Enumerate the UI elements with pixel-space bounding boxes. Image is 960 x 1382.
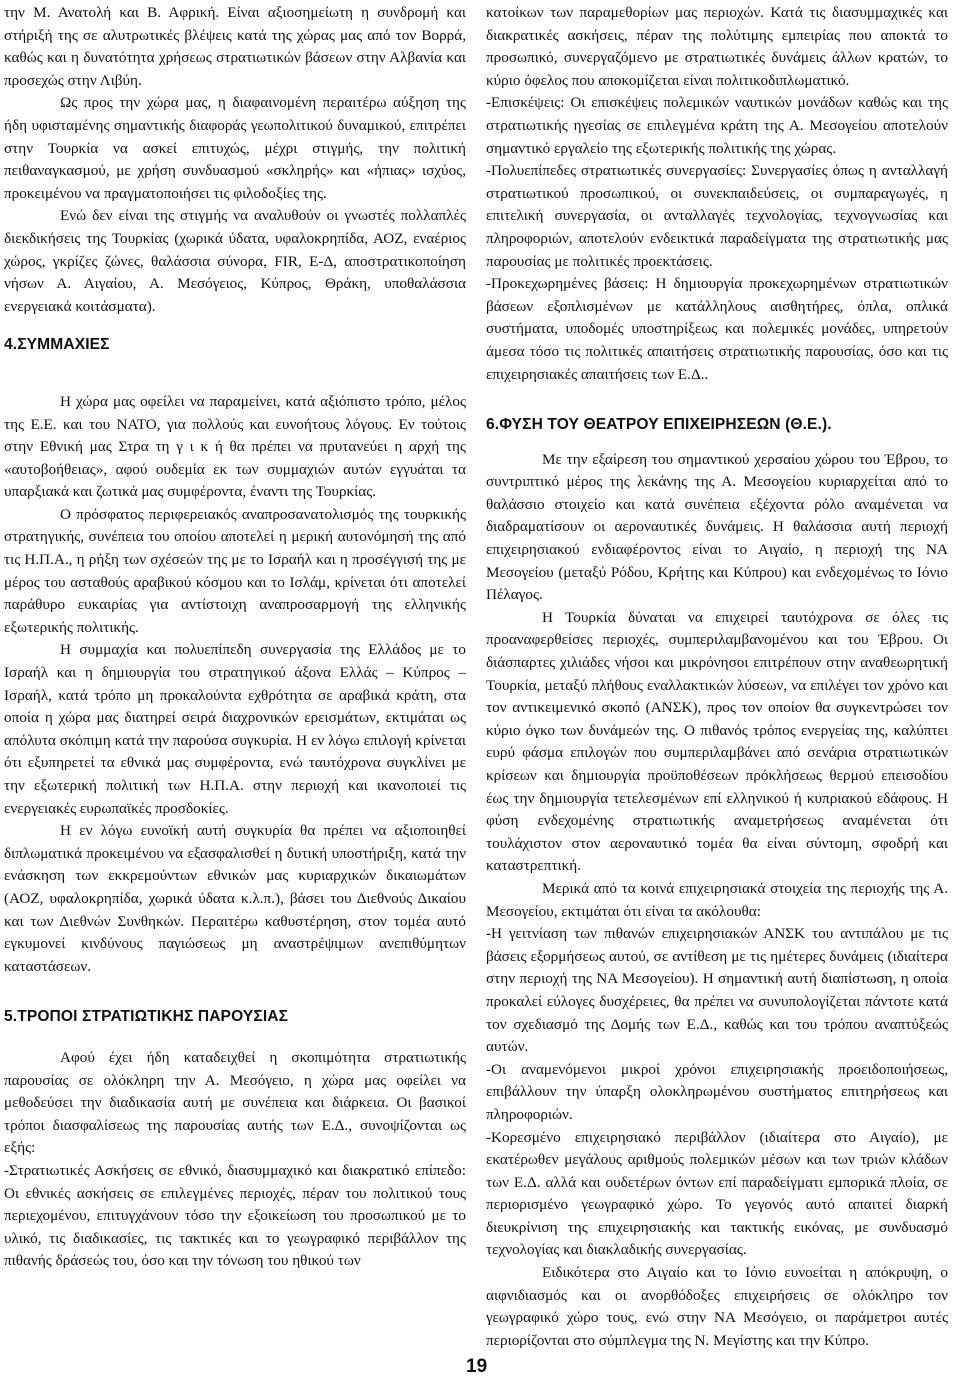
paragraph: Αφού έχει ήδη καταδειχθεί η σκοπιμότητα στρατιωτικής παρουσίας σε ολόκληρη την Α. Μεσόγειο, η χώρα μας οφείλει να μεθοδεύσει την διαδικασία αυτή με συνέπεια και διάρκεια. Οι βασικοί τρόποι διασφαλίσεως της παρουσίας αυτής των Ε.Δ., συνοψίζονται ως εξής:	[4, 1048, 466, 1157]
paragraph: Ειδικότερα στο Αιγαίο και το Ιόνιο ευνοείται η απόκρυψη, ο αιφνιδιασμός και οι ανορθόδοξες επιχειρήσεις σε ολόκληρο τον γεωγραφικό χώρο τους, ενώ στην ΝΑ Μεσόγειο, οι παράμετροι αυτές περιορίζονται στο σύμπλεγμα της Ν. Μεγίστης και την Κύπρο.	[486, 1264, 948, 1349]
left-column	[4, 2, 466, 1273]
paragraph: κατοίκων των παραμεθορίων μας περιοχών. Κατά τις διασυμμαχικές και διακρατικές ασκήσεις, πέραν της πολύτιμης εμπειρίας που αποκτά το προσωπικό, συνεργαζόμενο με στρατιωτικές δυνάμεις άλλων κρατών, το κύριο όφελος που αποκομίζεται είναι πολιτικοδιπλωματικό.	[486, 4, 948, 89]
paragraph: Η συμμαχία και πολυεπίπεδη συνεργασία της Ελλάδος με το Ισραήλ και η δημιουργία του στρατηγικού άξονα Ελλάς – Κύπρος – Ισραήλ, κατά τρόπο μη προκαλούντα εχθρότητα σε αραβικά κράτη, στα οποία η χώρα μας διατηρεί σειρά διαχρονικών ερεισμάτων, εκτιμάται ως απόλυτα σκόπιμη κατά την παρούσα συγκυρία. Η εν λόγω επιλογή κρίνεται ότι εξυπηρετεί τα εθνικά μας συμφέροντα, ενώ ταυτόχρονα συγκλίνει με την εξωτερική πολιτική των Η.Π.Α. στην περιοχή και ικανοποιεί τις ενεργειακές ευρωπαϊκές προσδοκίες.	[4, 641, 466, 817]
paragraph: Η Τουρκία δύναται να επιχειρεί ταυτόχρονα σε όλες τις προαναφερθείσες περιοχές, συμπεριλαμβανομένου και του Έβρου. Οι διάσπαρτες χιλιάδες νήσοι και μικρόνησοι επιτρέπουν στην αναθεωρητική Τουρκία, μεταξύ πλήθους εναλλακτικών λύσεων, να επιλέγει τον χρόνο και τον αντικειμενικό σκοπό (ΑΝΣΚ), προς τον οποίον θα συγκεντρώσει τον κύριο όγκο των δυνάμεών της. Ο πιθανός τρόπος ενεργείας της, καλύπτει ευρύ φάσμα επιλογών που συμπεριλαμβάνει από σενάρια στρατιωτικών κρίσεων και δημιουργία προϋποθέσεων πρόκλήσεως θερμού επεισοδίου έως την δημιουργία τετελεσμένων επί ελληνικού ή κυπριακού εδάφους. Η φύση ενδεχομένης στρατιωτικής αναμετρήσεως αναμένεται ότι τουλάχιστον στον αεροναυτικό τομέα θα είναι σύντομη, σφοδρή και καταστρεπτική.	[486, 608, 948, 875]
paragraph: -Κορεσμένο επιχειρησιακό περιβάλλον (ιδιαίτερα στο Αιγαίο), με εκατέρωθεν μεγάλους αριθμούς πολεμικών μέσων και των τριών κλάδων των Ε.Δ. αλλά και ουδετέρων όντων επί παραδείγματι εμπορικά πλοία, σε περιορισμένο γεωγραφικό χώρο. Το γεγονός αυτό απαιτεί διαρκή διευκρίνιση της επιχειρησιακής και τακτικής εικόνας, με συνδυασμό τεχνολογίας και διακλαδικής συνεργασίας.	[486, 1128, 948, 1259]
paragraph: Η εν λόγω ευνοϊκή αυτή συγκυρία θα πρέπει να αξιοποιηθεί διπλωματικά προκειμένου να εξασφαλισθεί η δυτική υποστήριξη, κατά την ενάσκηση των εκκρεμούντων εθνικών μας κυριαρχικών δικαιωμάτων (ΑΟΖ, υφαλοκρηπίδα, χωρικά ύδατα κ.λ.π.), βάσει του Διεθνούς Δικαίου και των Διεθνών Συνθηκών. Περαιτέρω καθυστέρηση, στον τομέα αυτό εγκυμονεί κινδύνους παγιώσεως μη αναστρέψιμων ανεπιθύμητων καταστάσεων.	[4, 822, 466, 975]
page-number: 19	[466, 1356, 488, 1377]
paragraph: Ενώ δεν είναι της στιγμής να αναλυθούν οι γνωστές πολλαπλές διεκδικήσεις της Τουρκίας (χωρικά ύδατα, υφαλοκρηπίδα, ΑΟΖ, εναέριος χώρος, γκρίζες ζώνες, θαλάσσια σύνορα, FIR, Ε-Δ, αποστρατικοποίηση νήσων Α. Αιγαίου, Α. Μεσόγειος, Κύπρος, Θράκη, υποθαλάσσια ενεργειακά κοιτάσματα).	[4, 207, 466, 315]
paragraph: -Στρατιωτικές Ασκήσεις σε εθνικό, διασυμμαχικό και διακρατικό επίπεδο: Οι εθνικές ασκήσεις σε επιλεγμένες περιοχές, πέραν του πολιτικού τους περιεχομένου, επιτυγχάνουν τόσο την εξοικείωση του προσωπικού με το υλικό, τις διαδικασίες, τις τακτικές και το γεωγραφικό περιβάλλον της πιθανής δράσεώς του, όσο και την τόνωση του ηθικού των	[4, 1161, 466, 1270]
paragraph: -Προκεχωρημένες βάσεις: Η δημιουργία προκεχωρημένων στρατιωτικών βάσεων εξοπλισμένων με κατάλληλους αισθητήρες, όπλα, οπλικά συστήματα, υποδομές υποστηρίξεως και πολεμικές μονάδες, υπηρετούν άμεσα τόσο τις πολιτικές απαιτήσεις στρατιωτικής παρουσίας, όσο και τις επιχειρησιακές απαιτήσεις των Ε.Δ..	[486, 275, 948, 383]
section-heading-military-presence: 5.ΤΡΟΠΟΙ ΣΤΡΑΤΙΩΤΙΚΗΣ ΠΑΡΟΥΣΙΑΣ	[4, 1008, 289, 1026]
paragraph: Η χώρα μας οφείλει να παραμείνει, κατά αξιόπιστο τρόπο, μέλος της Ε.Ε. και του ΝΑΤΟ, για πολλούς και ευνοήτους λόγους. Εν τούτοις στην Εθνική μας Στρα τη γ ι κ ή θα πρέπει να πρυτανεύει η αρχή της «αυτοβοήθειας», αφού ουδεμία εκ των συμμαχιών αυτών εγγυάται τα υπαρξιακά και ζωτικά μας συμφέροντα, έναντι της Τουρκίας.	[4, 392, 466, 501]
paragraph: Με την εξαίρεση του σημαντικού χερσαίου χώρου του Έβρου, το συντριπτικό μέρος της λεκάνης της Α. Μεσογείου κυριαρχείται από το θαλάσσιο στοιχείο και κατά συνέπεια εξέχοντα ρόλο αναμένεται να διαδραματίσουν οι αεροναυτικές δυνάμεις. Η θαλάσσια αυτή περιοχή επιχειρησιακού ενδιαφέροντος είναι το Αιγαίο, η περιοχή της ΝΑ Μεσογείου (μεταξύ Ρόδου, Κρήτης και Κύπρου) και ενδεχομένως το Ιόνιο Πέλαγος.	[486, 450, 948, 604]
section-heading-theatre-of-operations: 6.ΦΥΣΗ ΤΟΥ ΘΕΑΤΡΟΥ ΕΠΙΧΕΙΡΗΣΕΩΝ (Θ.Ε.).	[486, 416, 832, 434]
section-heading-alliances: 4.ΣΥΜΜΑΧΙΕΣ	[4, 336, 110, 354]
paragraph: -Η γειτνίαση των πιθανών επιχειρησιακών ΑΝΣΚ του αντιπάλου με τις βάσεις εξορμήσεως αυτού, σε αντίθεση με τις ημέτερες δυνάμεις (ιδιαίτερα στην περιοχή της ΝΑ Μεσογείου). Η σημαντική αυτή διαπίστωση, η οποία προκαλεί εύλογες δυσχέρειες, θα πρέπει να συνυπολογίζεται πάντοτε κατά τον σχεδιασμό της Δομής των Ε.Δ., καθώς και του τρόπου αναπτύξεώς αυτών.	[486, 925, 948, 1056]
paragraph: την Μ. Ανατολή και Β. Αφρική. Είναι αξιοσημείωτη η συνδρομή και στήριξή της σε αλυτρωτικές βλέψεις κατά της χώρας μας από τον Βορρά, καθώς και η δυνατότητα χρήσεως στρατιωτικών βάσεων στην Αλβανία και προσεχώς στην Λιβύη.	[4, 4, 466, 89]
paragraph: Μερικά από τα κοινά επιχειρησιακά στοιχεία της περιοχής της Α. Μεσογείου, εκτιμάται ότι είναι τα ακόλουθα:	[486, 879, 948, 920]
paragraph: Ως προς την χώρα μας, η διαφαινομένη περαιτέρω αύξηση της ήδη υφισταμένης σημαντικής διαφοράς γεωπολιτικού δυναμικού, επιτρέπει στην Τουρκία να ασκεί επιτυχώς, μέχρι στιγμής, την πολιτική πειθαναγκασμού, με χρήση συνδυασμού «σκληρής» και «ήπιας» ισχύος, προκειμένου να πραγματοποιήσει τις φιλοδοξίες της.	[4, 94, 466, 202]
right-column	[486, 2, 948, 1352]
paragraph: -Πολυεπίπεδες στρατιωτικές συνεργασίες: Συνεργασίες όπως η ανταλλαγή στρατιωτικού προσωπικού, οι συνεκπαιδεύσεις, οι συμπαραγωγές, η επιτελική συνεργασία, οι ανταλλαγές τεχνολογίας, τεχνογνωσίας και πληροφοριών, αποτελούν ενδεικτικά παραδείγματα της στρατιωτικής μας παρουσίας με πολιτικές προεκτάσεις.	[486, 162, 948, 270]
paragraph: Ο πρόσφατος περιφερειακός αναπροσανατολισμός της τουρκικής στρατηγικής, συνέπεια του οποίου αποτελεί η μερική αυτονόμησή της από τις Η.Π.Α., η ρήξη των σχέσεών της με το Ισραήλ και η προσέγγισή της με μέρος του ασταθούς αραβικού κόσμου και το Ισλάμ, κρίνεται ότι αποτελεί παράθυρο ευκαιρίας για αντίστοιχη αναπροσαρμογή της ελληνικής εξωτερικής πολιτικής.	[4, 505, 466, 636]
paragraph: -Οι αναμενόμενοι μικροί χρόνοι επιχειρησιακής προειδοποιήσεως, επιβάλλουν την ύπαρξη ολοκληρωμένου συστήματος επιτηρήσεως και πληροφοριών.	[486, 1060, 948, 1123]
paragraph: -Επισκέψεις: Οι επισκέψεις πολεμικών ναυτικών μονάδων καθώς και της στρατιωτικής ηγεσίας σε επιλεγμένα κράτη της Α. Μεσογείου αποτελούν σημαντικό εργαλείο της εξωτερικής πολιτικής της χώρας.	[486, 94, 948, 157]
